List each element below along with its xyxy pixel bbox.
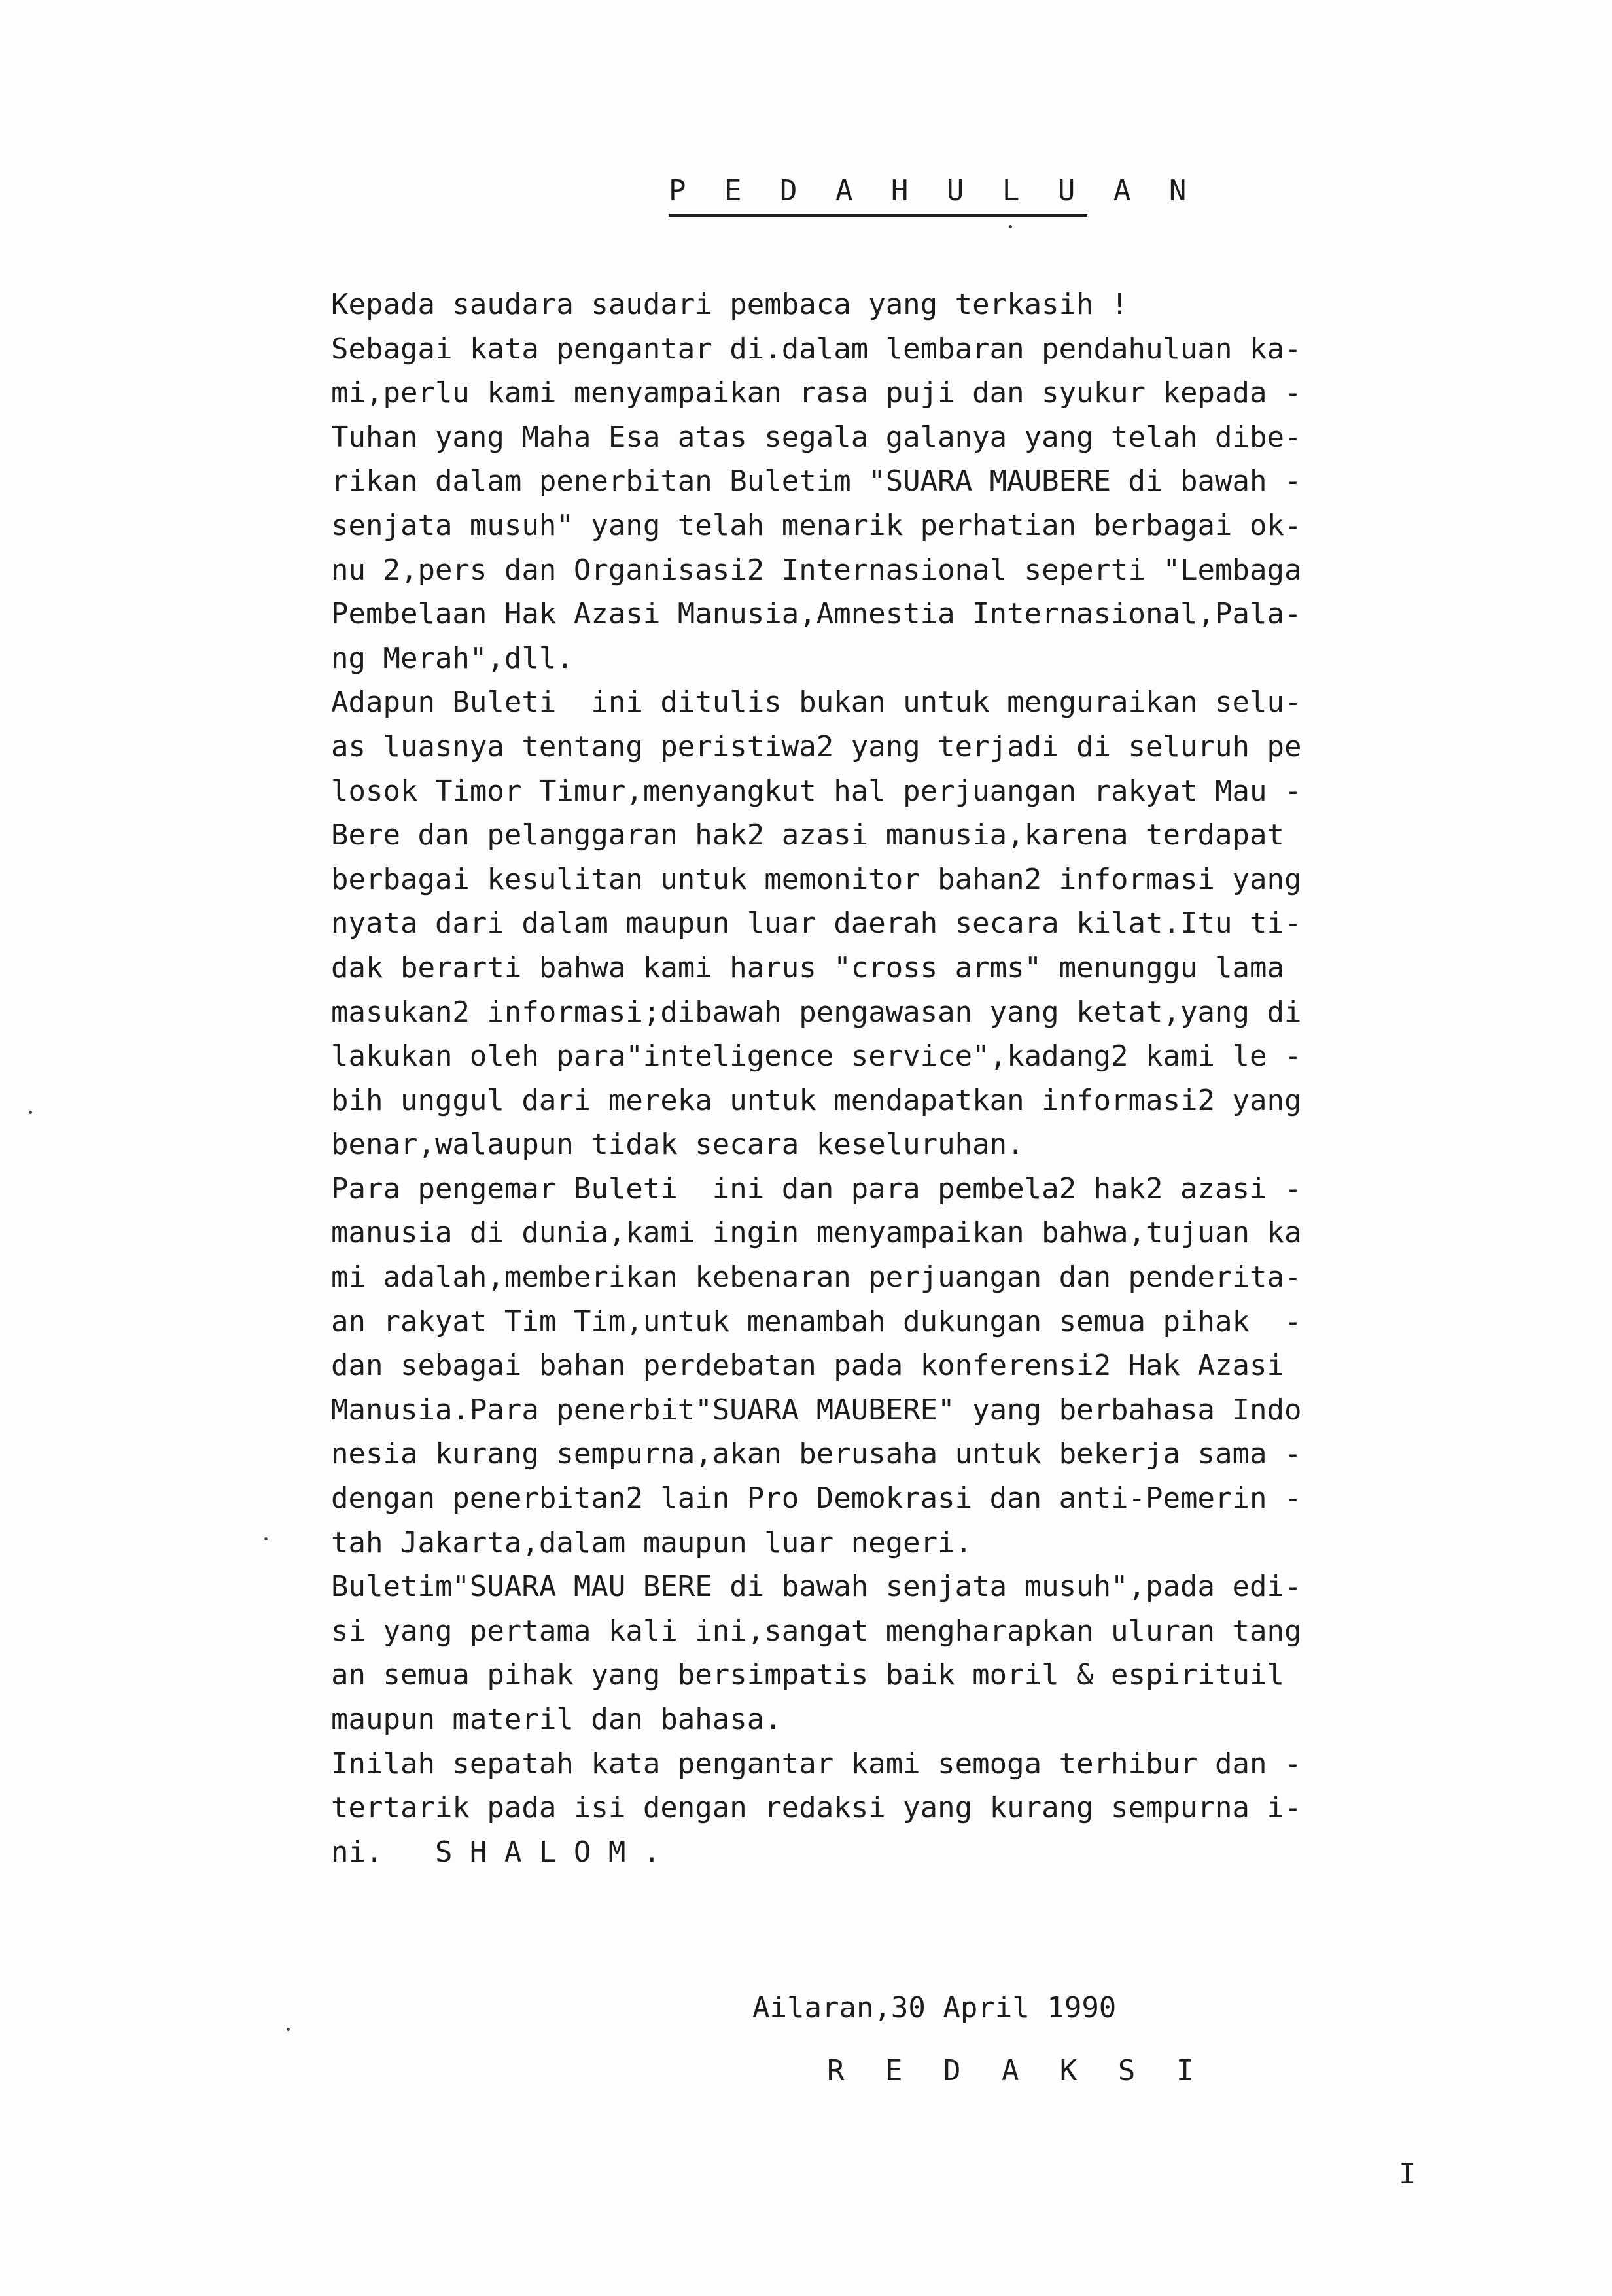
text-line: losok Timor Timur,menyangkut hal perjuangan rakyat Mau - (331, 774, 1302, 808)
text-line: Tuhan yang Maha Esa atas segala galanya yang telah dibe- (331, 420, 1302, 454)
text-line: berbagai kesulitan untuk memonitor bahan2 informasi yang (331, 862, 1302, 896)
text-line: ni. S H A L O M . (331, 1835, 661, 1869)
text-line: mi adalah,memberikan kebenaran perjuangan dan penderita- (331, 1261, 1302, 1295)
text-line: Adapun Buleti ini ditulis bukan untuk menguraikan selu- (331, 686, 1302, 720)
text-line: Buletim"SUARA MAU BERE di bawah senjata musuh",pada edi- (331, 1570, 1302, 1604)
text-line: masukan2 informasi;dibawah pengawasan yang ketat,yang di (331, 995, 1302, 1029)
text-line: manusia di dunia,kami ingin menyampaikan bahwa,tujuan ka (331, 1216, 1302, 1250)
scan-speck (264, 1537, 268, 1540)
text-line: maupun materil dan bahasa. (331, 1703, 782, 1736)
text-line: Sebagai kata pengantar di.dalam lembaran pendahuluan ka- (331, 332, 1302, 366)
text-line: dengan penerbitan2 lain Pro Demokrasi dan anti-Pemerin - (331, 1482, 1302, 1516)
text-line: nesia kurang sempurna,akan berusaha untuk bekerja sama - (331, 1437, 1302, 1471)
scan-speck (287, 2028, 290, 2031)
text-line: dan sebagai bahan perdebatan pada konferensi2 Hak Azasi (331, 1349, 1284, 1383)
place-date: Ailaran,30 April 1990 (752, 1991, 1117, 2025)
text-line: Pembelaan Hak Azasi Manusia,Amnestia Internasional,Pala- (331, 597, 1302, 631)
text-line: nyata dari dalam maupun luar daerah secara kilat.Itu ti- (331, 907, 1302, 941)
text-line: Inilah sepatah kata pengantar kami semoga terhibur dan - (331, 1747, 1302, 1781)
text-line: an rakyat Tim Tim,untuk menambah dukungan semua pihak - (331, 1304, 1302, 1338)
text-line: si yang pertama kali ini,sangat mengharapkan uluran tang (331, 1614, 1302, 1648)
text-line: Manusia.Para penerbit"SUARA MAUBERE" yang berbahasa Indo (331, 1393, 1302, 1427)
text-line: an semua pihak yang bersimpatis baik moril & espirituil (331, 1658, 1284, 1692)
page-title: P E D A H U L U A N (669, 174, 1087, 217)
scan-speck (29, 1111, 32, 1114)
text-line: tah Jakarta,dalam maupun luar negeri. (331, 1525, 973, 1559)
text-line: benar,walaupun tidak secara keseluruhan. (331, 1128, 1025, 1162)
text-line: Para pengemar Buleti ini dan para pembela2 hak2 azasi - (331, 1172, 1302, 1206)
text-line: tertarik pada isi dengan redaksi yang kurang sempurna i- (331, 1791, 1302, 1825)
page-number: I (1399, 2157, 1416, 2191)
letter-body (331, 283, 1404, 1874)
scan-speck (1009, 225, 1012, 228)
text-line: rikan dalam penerbitan Buletim "SUARA MAUBERE di bawah - (331, 464, 1302, 498)
text-line: mi,perlu kami menyampaikan rasa puji dan syukur kepada - (331, 376, 1302, 410)
text-line: nu 2,pers dan Organisasi2 Internasional seperti "Lembaga (331, 553, 1302, 587)
text-line: Bere dan pelanggaran hak2 azasi manusia,karena terdapat (331, 818, 1284, 852)
text-line: senjata musuh" yang telah menarik perhatian berbagai ok- (331, 508, 1302, 542)
text-line: as luasnya tentang peristiwa2 yang terjadi di seluruh pe (331, 729, 1302, 763)
text-line: lakukan oleh para"inteligence service",kadang2 kami le - (331, 1039, 1302, 1073)
text-line: bih unggul dari mereka untuk mendapatkan informasi2 yang (331, 1083, 1302, 1117)
text-line: ng Merah",dll. (331, 641, 574, 675)
signature: R E D A K S I (827, 2054, 1206, 2087)
text-line: dak berarti bahwa kami harus "cross arms" menunggu lama (331, 950, 1284, 984)
text-line: Kepada saudara saudari pembaca yang terkasih ! (331, 288, 1129, 321)
